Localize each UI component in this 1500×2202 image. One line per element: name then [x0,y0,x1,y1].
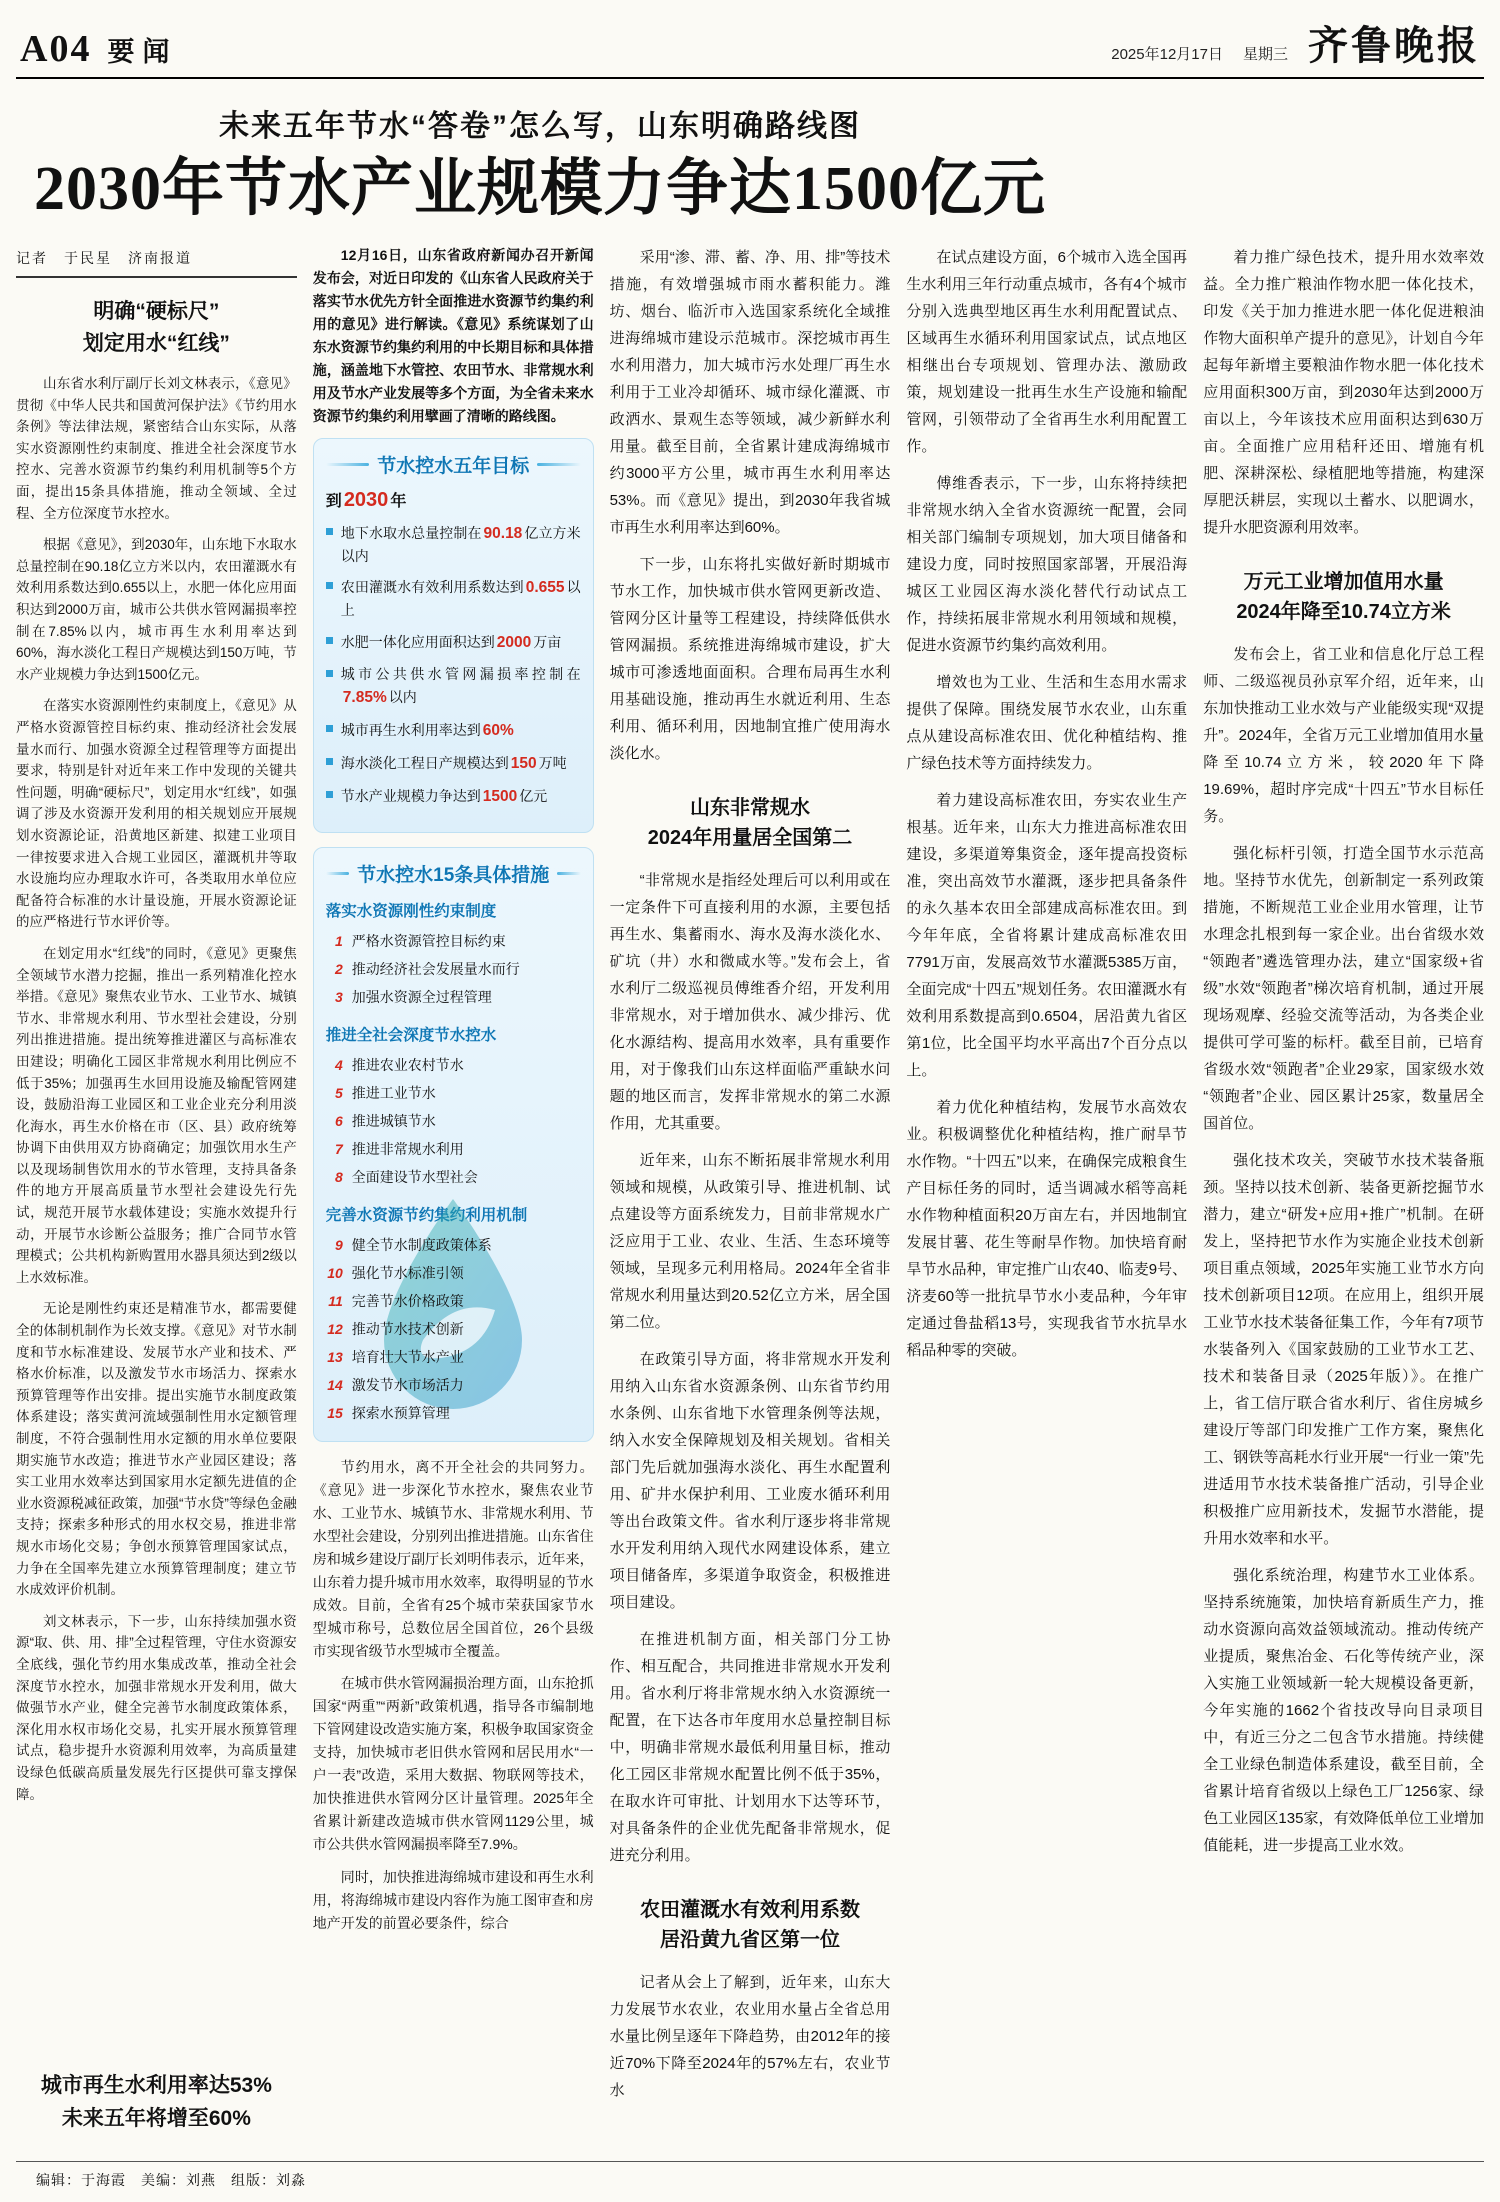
body-paragraph: 强化系统治理，构建节水工业体系。坚持系统施策，加快培育新质生产力，推动水资源向高效益领域流动。推动传统产业提质，聚焦冶金、石化等传统产业，深入实施工业领域新一轮大规模设备更新，今年实施的1662个省技改导向目录项目中，有近三分之二包含节水措施。持续健全工业绿色制造体系建设，截至目前，全省累计培育省级以上绿色工厂1256家、绿色工业园区135家，有效降低单位工业增加值能耗，进一步提高工业水效。 [1203,1567,1484,1855]
measure-item [326,1135,581,1163]
measure-group [326,899,581,1011]
section-subhead-irrigation [610,1895,891,1955]
column-5-top-paragraphs [1203,244,1484,551]
closing-statement [16,2056,297,2141]
body-paragraph: 在城市供水管网漏损治理方面，山东抢抓国家“两重”“两新”政策机遇，指导各市编制地下管网建设改造实施方案，积极争取国家资金支持，加快城市老旧供水管网和居民用水“一户一表”改造，采用大数据、物联网等技术，加快推进供水管网分区计量管理。2025年全省累计新建改造城市供水管网1129公里，城市公共供水管网漏损率降至7.9%。 [312,1675,594,1853]
measure-item [326,1107,581,1135]
goal-text-pre: 海水淡化工程日产规模达到 [340,754,509,771]
headline-kicker: 未来五年节水“答卷”怎么写，山东明确路线图 [219,110,861,143]
page-header-right [1111,14,1480,71]
body-paragraph: 同时，加快推进海绵城市建设和再生水利用，将海绵城市建设内容作为施工图审查和房地产开发的前置必要条件，综合 [312,1869,594,1931]
measure-number: 10 [327,1264,343,1281]
column-1-paragraphs [16,373,297,1815]
goal-text-post: 万吨 [538,754,567,771]
body-paragraph: 无论是刚性约束还是精准节水，都需要健全的体制机制作为长效支撑。《意见》对节水制度和节水标准建设、发展节水产业和技术、严格水价标准，以及激发节水市场活力、探索水预算管理等作出安排。提出实施节水制度政策体系建设；落实黄河流域强制性用水定额管理制度，不符合强制性用水定额的用水单位要限期实施节水改造；推进节水产业园区建设；落实工业用水效率达到国家用水定额先进值的企业水资源税减征政策，加强“节水贷”等绿色金融支持；探索多种形式的用水权交易，推进非常规水市场化交易；争创水预算管理国家试点，力争在全国率先建立水预算管理制度；建立节水成效评价机制。 [16,1301,297,1598]
goal-text-post: 亿元 [519,787,548,804]
column-3-top-paragraphs [610,244,891,777]
measure-group-heading: 落实水资源刚性约束制度 [325,902,497,920]
subhead-line: 万元工业增加值用水量 [1243,571,1444,594]
column-3-bottom-paragraphs [610,1969,891,2114]
body-paragraph: 增效也为工业、生活和生态用水需求提供了保障。围绕发展节水农业，山东重点从建设高标准农田、优化种植结构、推广绿色技术等方面持续发力。 [906,674,1188,773]
goal-item [326,664,581,710]
measure-item [326,1231,581,1259]
goal-text-pre: 城市公共供水管网漏损率控制在 [340,666,581,683]
measure-item [326,1079,581,1107]
measure-number: 13 [327,1348,343,1365]
measure-number: 8 [335,1168,343,1185]
body-paragraph: 在试点建设方面，6个城市入选全国再生水利用三年行动重点城市，各有4个城市分别入选典型地区再生水利用配置试点、区域再生水循环利用国家试点，试点地区相继出台专项规划、管理办法、激励政策，规划建设一批再生水生产设施和输配管网，引领带动了全省再生水利用配置工作。 [906,249,1188,456]
measure-number: 2 [335,960,343,977]
goal-text-pre: 水肥一体化应用面积达到 [340,634,495,651]
section-subhead-industrial-water [1203,567,1484,627]
body-paragraph: 刘文林表示，下一步，山东持续加强水资源“取、供、用、排”全过程管理，守住水资源安全底线，强化节约用水集成改革，推动全社会深度节水控水，加强非常规水开发利用，做大做强节水产业，健全完善节水制度政策体系，深化用水权市场化交易，扎实开展水预算管理试点，稳步提升水资源利用效率，为高质量建设绿色低碳高质量发展先行区提供可靠支撑保障。 [16,1613,297,1802]
subhead-line: 山东非常规水 [689,797,810,820]
measures-box-title: 节水控水15条具体措施 [326,860,581,887]
subhead-line: 2024年用量居全国第二 [647,827,853,850]
section-subhead-hard-ruler [16,296,297,359]
goal-item [326,576,581,622]
body-paragraph: 着力优化种植结构，发展节水高效农业。积极调整优化种植结构，推广耐旱节水作物。“十四五”以来，在确保完成粮食生产目标任务的同时，适当调减水稻等高耗水作物种植面积20万亩左右，并因地制宜发展甘薯、花生等耐旱作物。加快培育耐旱节水品种，审定推广山农40、临麦9号、济麦60等一批抗旱节水小麦品种，今年审定通过鲁盐稻13号，实现我省节水抗旱水稻品种零的突破。 [906,1099,1188,1360]
body-paragraph: 根据《意见》，到2030年，山东地下水取水总量控制在90.18亿立方米以内，农田灌溉水有效利用系数达到0.655以上，水肥一体化应用面积达到2000万亩，城市公共供水管网漏损率控制在7.85%以内，城市再生水利用率达到60%，海水淡化工程日产规模达到150万吨，节水产业规模力争达到1500亿元。 [16,537,297,682]
measure-item [326,1399,581,1427]
measure-number: 12 [327,1320,343,1337]
measure-item [326,1287,581,1315]
body-paragraph: 在政策引导方面，将非常规水开发利用纳入山东省水资源条例、山东省节约用水条例、山东省地下水管理条例等法规，纳入水安全保障规划及相关规划。省相关部门先后就加强海水淡化、再生水配置利用、矿井水保护利用、工业废水循环利用等出台政策文件。省水利厅逐步将非常规水开发利用纳入现代水网建设体系，建立项目储备库，多渠道争取资金，积极推进项目建设。 [609,1351,891,1612]
measure-text: 推动节水技术创新 [351,1320,464,1337]
measure-number: 3 [335,988,343,1005]
measure-text: 严格水资源管控目标约束 [351,932,506,949]
measure-item [326,983,581,1011]
goal-text-post: 以内 [388,688,417,705]
measure-text: 加强水资源全过程管理 [351,988,492,1005]
measure-item [326,1343,581,1371]
goal-text-pre: 节水产业规模力争达到 [340,787,481,804]
measure-items [326,1231,581,1427]
goal-text-pre: 农田灌溉水有效利用系数达到 [340,579,524,596]
body-paragraph: 强化标杆引领，打造全国节水示范高地。坚持节水优先，创新制定一系列政策措施，不断规范工业企业用水管理，让节水理念扎根到每一家企业。出台省级水效“领跑者”遴选管理办法，建立“国家级+省级”水效“领跑者”梯次培育机制，通过开展现场观摩、经验交流等活动，为各类企业提供可学可鉴的标杆。截至目前，已培育省级水效“领跑者”企业29家，国家级水效“领跑者”企业、园区累计25家，数量居全国首位。 [1203,845,1484,1133]
body-paragraph: 节约用水，离不开全社会的共同努力。《意见》进一步深化节水控水，聚焦农业节水、工业节水、城镇节水、非常规水利用、节水型社会建设，分别列出推进措施。山东省住房和城乡建设厅副厅长刘明伟表示，近年来，山东着力提升城市用水效率，取得明显的节水成效。目前，全省有25个城市荣获国家节水型城市称号，总数位居全国首位，26个县级市实现省级节水型城市全覆盖。 [312,1458,594,1659]
goal-value: 150 [510,754,537,772]
measure-item [326,1259,581,1287]
goal-value: 7.85% [342,688,387,706]
goal-item [326,631,581,655]
measure-number: 6 [335,1112,343,1129]
goal-value: 1500 [482,787,518,805]
leadin-suffix: 年 [390,492,407,510]
measure-group [326,1023,581,1191]
body-paragraph: 发布会上，省工业和信息化厅总工程师、二级巡视员孙京军介绍，近年来，山东加快推动工业水效与产业能级实现“双提升”。2024年，全省万元工业增加值用水量降至10.74立方米，较2020年下降19.69%，超时序完成“十四五”节水目标任务。 [1203,646,1484,826]
measure-number: 1 [335,932,343,949]
measure-text: 全面建设节水型社会 [351,1168,478,1185]
body-paragraph: 着力推广绿色技术，提升用水效率效益。全力推广粮油作物水肥一体化技术，印发《关于加力推进水肥一体化促进粮油作物大面积单产提升的意见》，计划自今年起每年新增主要粮油作物水肥一体化技术应用面积300万亩，到2030年达到2000万亩以上，今年该技术应用面积达到630万亩。全面推广应用秸秆还田、增施有机肥、深耕深松、绿植肥地等措施，构建深厚肥沃耕层，实现以土蓄水、以肥调水，提升水肥资源利用效率。 [1203,249,1484,537]
goal-value: 90.18 [483,524,523,542]
subhead-line: 2024年降至10.74立方米 [1236,601,1451,624]
body-paragraph: 记者从会上了解到，近年来，山东大力发展节水农业，农业用水量占全省总用水量比例呈逐年下降趋势，由2012年的接近70%下降至2024年的57%左右，农业节水 [609,1974,891,2100]
measure-text: 推进工业节水 [351,1084,436,1101]
goal-item [326,719,581,743]
goal-value: 2000 [496,634,532,652]
body-paragraph: 在划定用水“红线”的同时，《意见》更聚焦全领域节水潜力挖掘，推出一系列精准化控水举措。《意见》聚焦农业节水、工业节水、城镇节水、非常规水利用、节水型社会建设，分别列出推进措施。提出统筹推进灌区与高标准农田建设；明确化工园区非常规水利用比例应不低于35%；加强再生水回用设施及输配管网建设，鼓励沿海工业园区和工业企业充分利用淡化海水，再生水价格在市（区、县）政府统筹协调下由供用双方协商确定；加强饮用水生产以及现场制售饮用水的节水管理，支持具备条件的地方开展高质量节水型社会建设先行先试，规范开展节水载体建设；实施水效提升行动，开展节水诊断公益服务；推广合同节水管理模式；公共机构新购置用水器具须达到2级以上水效标准。 [16,945,297,1285]
section-subhead-unconventional-water [610,793,891,853]
measure-number: 5 [335,1084,343,1101]
goals-list [326,522,581,809]
measure-text: 推进非常规水利用 [351,1140,464,1157]
page-number: A04 [20,28,92,70]
byline: 记者 于民星 济南报道 [16,244,297,278]
column-4-paragraphs [906,244,1187,1374]
subhead-line: 划定用水“红线” [82,331,230,355]
measure-number: 4 [335,1056,343,1073]
goal-text-post: 亿立方米以内 [340,524,581,564]
measure-item [326,1315,581,1343]
page-header-left [20,27,177,71]
measure-number: 7 [335,1140,343,1157]
body-paragraph: 近年来，山东不断拓展非常规水利用领域和规模，从政策引导、推进机制、试点建设等方面系统发力，目前非常规水广泛应用于工业、农业、生活、生态环境等领域，呈现多元利用格局。2024年全省非常规水利用量达到20.52亿立方米，居全国第二位。 [609,1152,891,1332]
goal-text-pre: 城市再生水利用率达到 [340,721,481,738]
publication-date: 2025年12月17日 [1111,46,1223,63]
body-paragraph: 下一步，山东将扎实做好新时期城市节水工作，加快城市供水管网更新改造、管网分区计量等工程建设，持续降低供水管网漏损。系统推进海绵城市建设，扩大城市可渗透地面面积。合理布局再生水利用基础设施，推动再生水就近利用、生态利用、循环利用，因地制宜推广使用海水淡化水。 [609,556,891,763]
body-paragraph: 傅维香表示，下一步，山东将持续把非常规水纳入全省水资源统一配置，会同相关部门编制专项规划，加大项目储备和建设力度，同时按照国家部署，开展沿海城区工业园区海水淡化替代行动试点工作，持续拓展非常规水利用领域和规模，促进水资源节约集约高效利用。 [906,475,1188,655]
goal-item [326,752,581,776]
measure-text: 培育壮大节水产业 [351,1348,464,1365]
measure-item [326,927,581,955]
measure-text: 健全节水制度政策体系 [351,1236,492,1253]
article-columns [0,236,1500,2141]
leadin-prefix: 到 [325,492,342,510]
publication-weekday: 星期三 [1242,46,1288,63]
measure-number: 14 [327,1376,343,1393]
goal-text-post: 以上 [340,579,581,619]
column-2 [313,244,594,2141]
main-headline: 2030年节水产业规模力争达1500亿元 [33,155,1046,223]
column-2-paragraphs [313,1456,594,1945]
goals-leadin [326,488,581,512]
column-3-mid-paragraphs [610,867,891,1879]
subhead-line: 居沿黄九省区第一位 [659,1929,840,1952]
goal-item [326,522,581,568]
subhead-line: 明确“硬标尺” [93,300,220,324]
goal-value: 60% [482,721,514,739]
body-paragraph: 在落实水资源刚性约束制度上，《意见》从严格水资源管控目标约束、推动经济社会发展量水而行、加强水资源全过程管理等方面提出要求，特别是针对近年来工作中发现的关键共性问题，明确“硬标尺”，划定用水“红线”，如强调了涉及水资源开发利用的相关规划应开展规划水资源论证，沿黄地区新建、拟建工业项目一律按要求进入合规工业园区，灌溉机井等取水设施均应办理取水许可，各类取用水单位应配备符合标准的水计量设施，开展水资源论证的应严格进行节水评价等。 [16,698,297,930]
measure-items [326,1051,581,1191]
body-paragraph: 强化技术攻关，突破节水技术装备瓶颈。坚持以技术创新、装备更新挖掘节水潜力，建立“研发+应用+推广”机制。在研发上，坚持把节水作为实施企业技术创新项目重点领域，2025年实施工业节水方向技术创新项目12项。在应用上，组织开展工业节水技术装备征集工作，今年有7项节水装备列入《国家鼓励的工业节水工艺、技术和装备目录（2025年版）》。在推广上，省工信厅联合省水利厅、省住房城乡建设厅等部门印发推广工作方案，聚焦化工、钢铁等高耗水行业开展“一行业一策”先进适用节水技术装备推广活动，引导企业积极推广应用新技术，发掘节水潜能，提升用水效率和水平。 [1203,1152,1484,1548]
measure-text: 探索水预算管理 [351,1404,450,1421]
fifteen-measures-box [313,847,594,1442]
closing-line: 城市再生水利用率达53% [40,2074,272,2097]
footer-credits: 编辑：于海霞 美编：刘燕 组版：刘淼 [16,2161,1484,2190]
body-paragraph: 采用“渗、滞、蓄、净、用、排”等技术措施，有效增强城市雨水蓄积能力。潍坊、烟台、临沂市入选国家系统化全域推进海绵城市建设示范城市。深挖城市再生水利用潜力，加大城市污水处理厂再生水利用于工业冷却循环、城市绿化灌溉、市政洒水、景观生态等领域，减少新鲜水利用量。截至目前，全省累计建成海绵城市约3000平方公里，城市再生水利用率达53%。而《意见》提出，到2030年我省城市再生水利用率达到60%。 [609,249,891,537]
column-3 [610,244,891,2141]
page-header [0,0,1500,75]
measure-item [326,1051,581,1079]
body-paragraph: 在推进机制方面，相关部门分工协作、相互配合，共同推进非常规水开发利用。省水利厅将非常规水纳入水资源统一配置，在下达各市年度用水总量控制目标中，明确非常规水最低利用量目标，推动化工园区非常规水配置比例不低于35%，在取水许可审批、计划用水下达等环节，对具备条件的企业优先配备非常规水，促进充分利用。 [609,1631,891,1865]
column-5 [1203,244,1484,2141]
section-name: 要闻 [107,37,178,67]
leadin-year: 2030 [343,488,389,511]
five-year-goals-box [313,438,594,833]
measure-item [326,1163,581,1191]
goals-box-title: 节水控水五年目标 [326,451,581,478]
closing-line: 未来五年将增至60% [61,2106,251,2130]
measure-item [326,955,581,983]
measure-text: 强化节水标准引领 [351,1264,464,1281]
measure-item [326,1371,581,1399]
column-1 [16,244,297,2141]
body-paragraph: 山东省水利厅副厅长刘文林表示，《意见》贯彻《中华人民共和国黄河保护法》《节约用水条例》等法律法规，紧密结合山东实际，从落实水资源刚性约束制度、推进全社会深度节水控水、完善水资源节约集约利用机制等5个方面，提出15条具体措施，推动全领域、全过程、全方位深度节水控水。 [16,376,297,521]
body-paragraph: 着力建设高标准农田，夯实农业生产根基。近年来，山东大力推进高标准农田建设，多渠道筹集资金，逐年提高投资标准，突出高效节水灌溉，逐步把具备条件的永久基本农田全部建成高标准农田。到今年年底，全省将累计建成高标准农田7791万亩，发展高效节水灌溉5385万亩，全面完成“十四五”规划任务。农田灌溉水有效利用系数提高到0.6504，居沿黄九省区第1位，比全国平均水平高出7个百分点以上。 [906,792,1188,1080]
body-paragraph: “非常规水是指经处理后可以利用或在一定条件下可直接利用的水源，主要包括再生水、集蓄雨水、海水及海水淡化水、矿坑（井）水和微咸水等。”发布会上，省水利厅二级巡视员傅维香介绍，开发利用非常规水，对于增加供水、减少排污、优化水源结构、提高用水效率，具有重要作用，对于像我们山东这样面临严重缺水问题的地区而言，发挥非常规水的第二水源作用，尤其重要。 [609,872,891,1133]
headline-block [0,79,1060,236]
measure-text: 激发节水市场活力 [351,1376,464,1393]
masthead: 齐鲁晚报 [1308,23,1480,68]
measure-text: 推进城镇节水 [351,1112,436,1129]
measure-number: 11 [328,1292,343,1309]
subhead-line: 农田灌溉水有效利用系数 [639,1899,860,1922]
column-5-paragraphs [1203,641,1484,1869]
measure-number: 15 [327,1404,343,1421]
measure-number: 9 [335,1236,343,1253]
goal-item [326,785,581,809]
measure-text: 推进农业农村节水 [351,1056,464,1073]
measure-text: 推动经济社会发展量水而行 [351,960,520,977]
goal-value: 0.655 [525,579,565,597]
measure-text: 完善节水价格政策 [351,1292,464,1309]
measure-group-heading: 推进全社会深度节水控水 [325,1026,497,1044]
column-4 [906,244,1187,2141]
goal-text-pre: 地下水取水总量控制在 [340,524,482,541]
measure-group-heading: 完善水资源节约集约利用机制 [325,1206,528,1224]
measure-items [326,927,581,1011]
goal-text-post: 万亩 [533,634,562,651]
lede-paragraph: 12月16日，山东省政府新闻办召开新闻发布会，对近日印发的《山东省人民政府关于落实节水优先方针全面推进水资源节约集约利用的意见》进行解读。《意见》系统谋划了山东水资源节约集约利用的中长期目标和具体措施，涵盖地下水管控、农田节水、非常规水利用及节水产业发展等多个方面，为全省未来水资源节约集约利用擘画了清晰的路线图。 [312,247,594,424]
measure-group [326,1203,581,1427]
